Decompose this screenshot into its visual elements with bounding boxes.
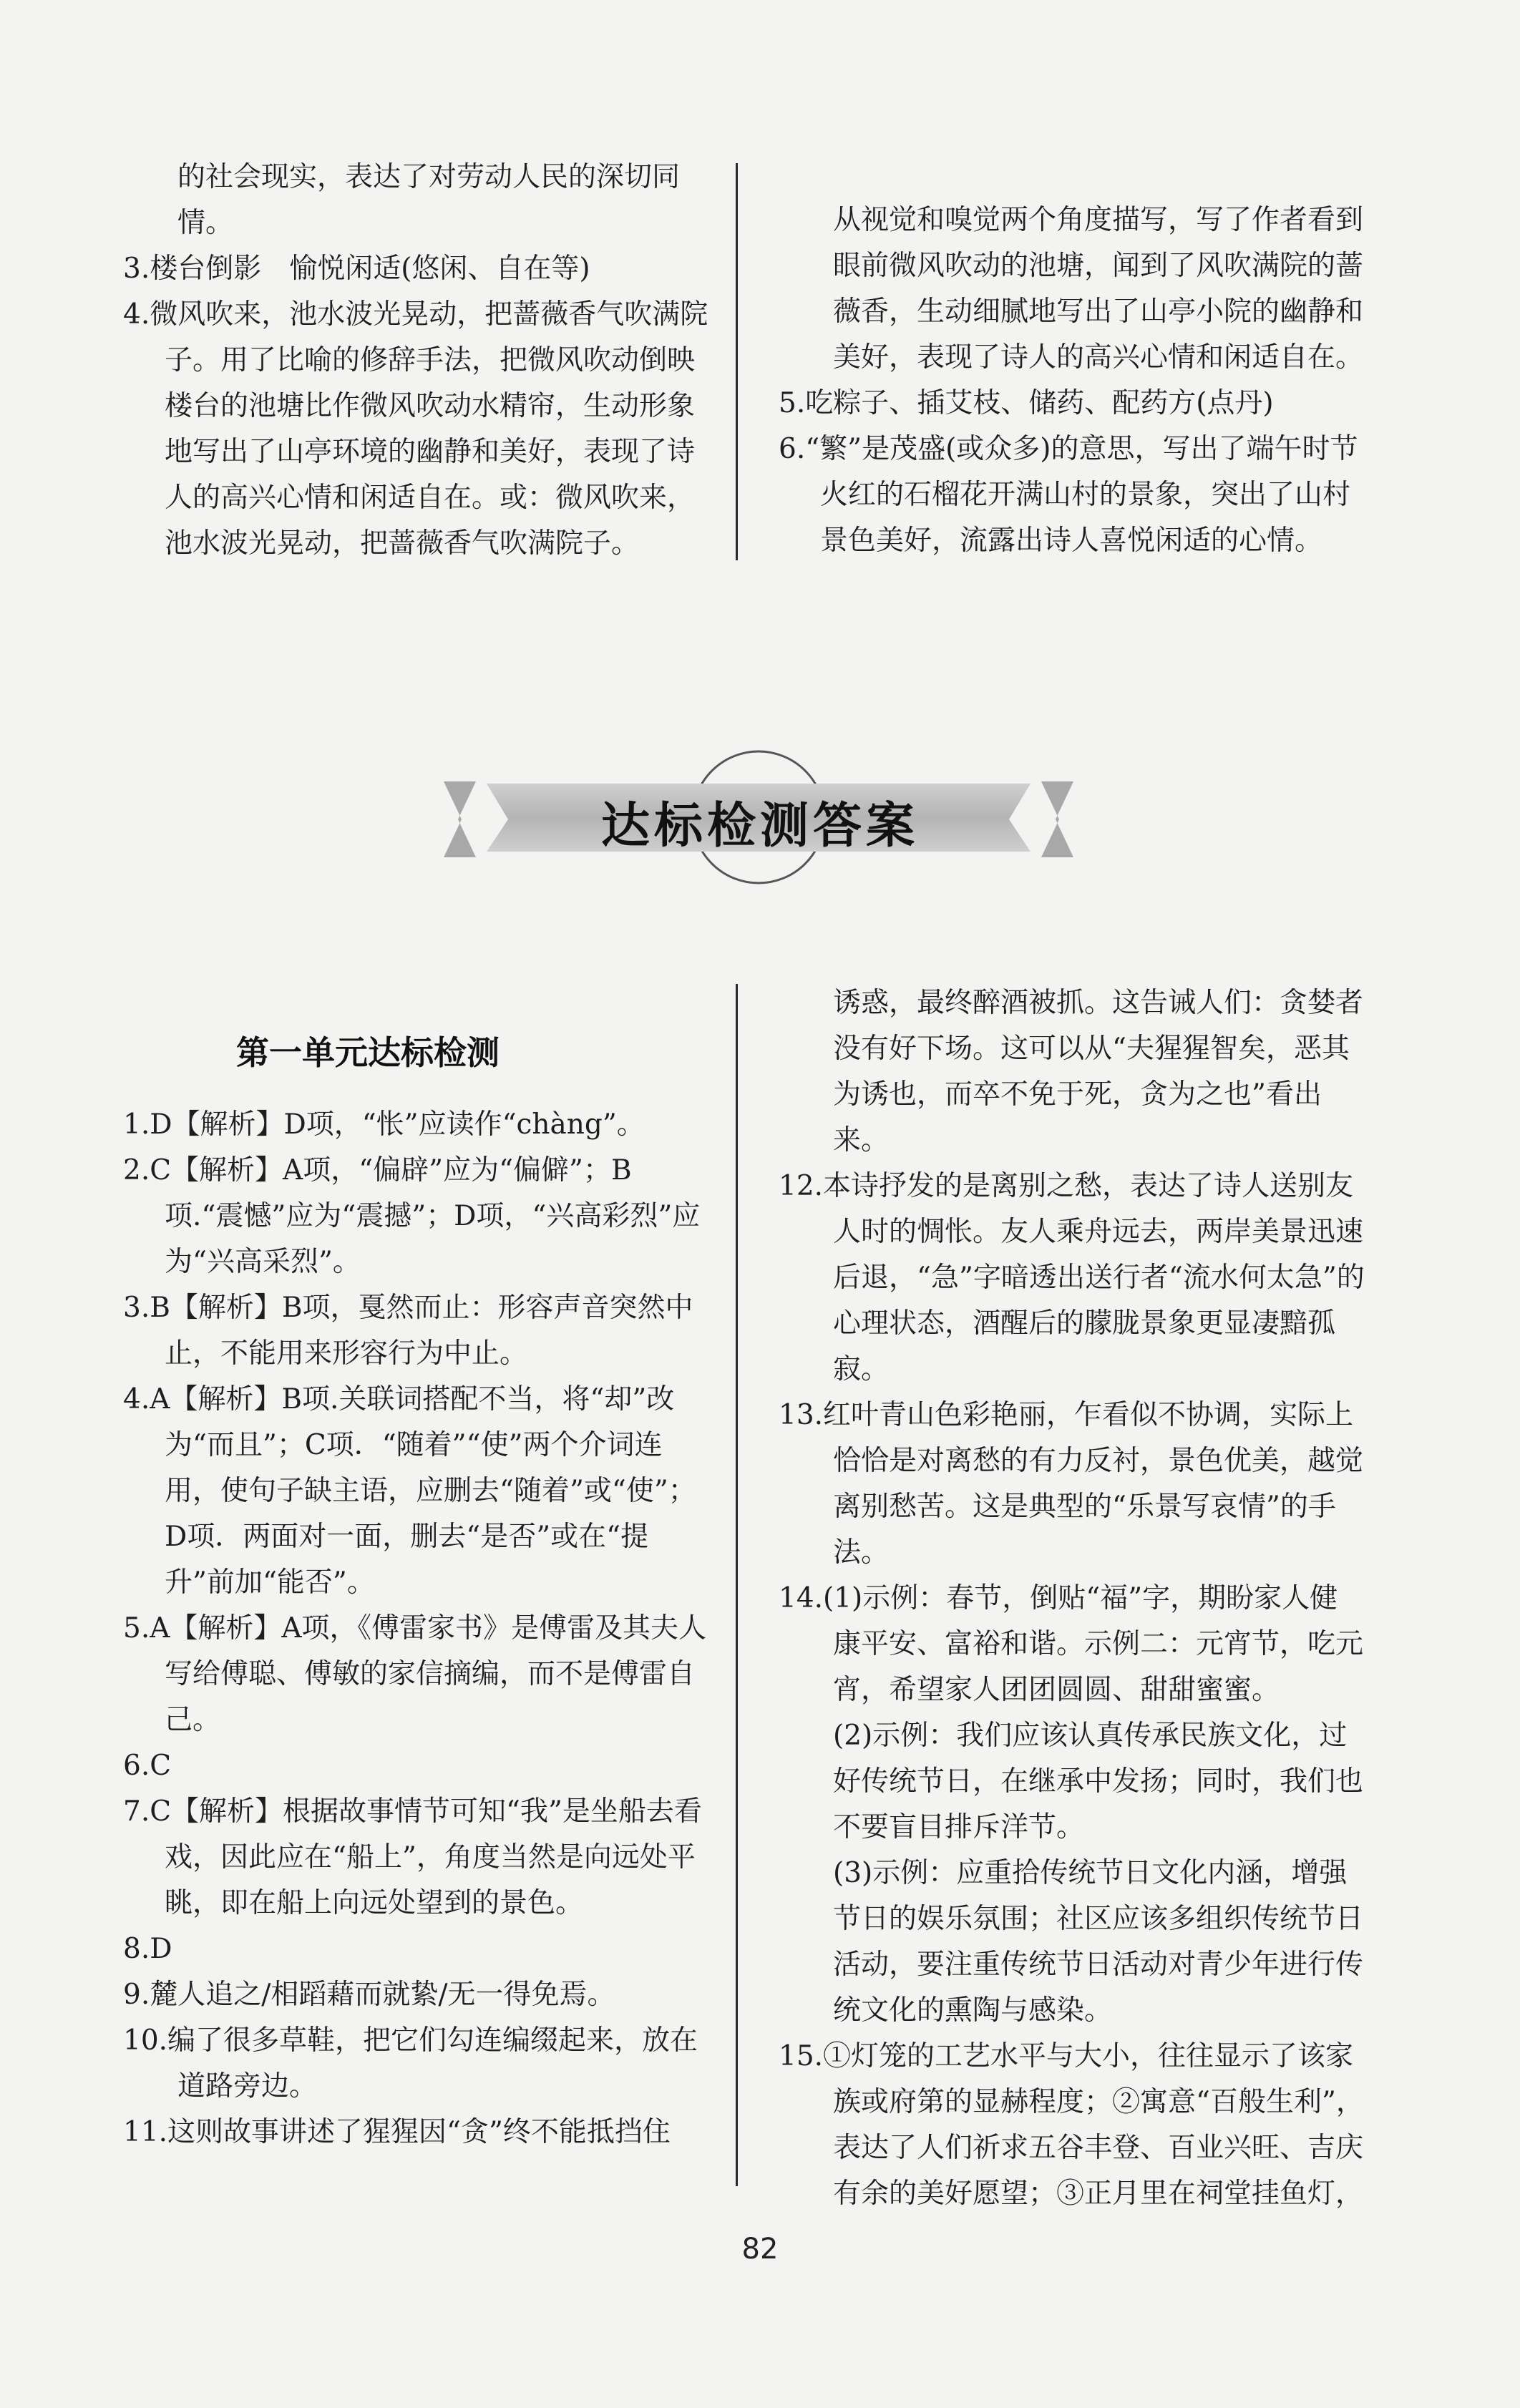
answer-paragraph: 4.A【解析】B项.关联词搭配不当，将“却”改为“而且”；C项．“随着”“使”两个介词连用，使句子缺主语，应删去“随着”或“使”；D项．两面对一面，删去“是否”或在“提升”前加“能否”。: [123, 1383, 696, 1599]
answer-paragraph: 2.C【解析】A项，“偏辟”应为“偏僻”；B项.“震憾”应为“震撼”；D项，“兴高彩烈”应为“兴高采烈”。: [123, 1154, 701, 1278]
answer-paragraph: 13.红叶青山色彩艳丽，乍看似不协调，实际上恰恰是对离愁的有力反衬，景色优美，越觉离别愁苦。这是典型的“乐景写哀情”的手法。: [779, 1399, 1364, 1569]
top-right-column: [779, 198, 1365, 564]
answer-paragraph: (2)示例：我们应该认真传承民族文化，过好传统节日，在继承中发扬；同时，我们也不要盲目排斥洋节。: [833, 1720, 1364, 1843]
answer-paragraph: 5.吃粽子、插艾枝、储药、配药方(点丹): [779, 387, 1274, 419]
answer-paragraph: 6.“繁”是茂盛(或众多)的意思，写出了端午时节火红的石榴花开满山村的景象，突出了山村景色美好，流露出诗人喜悦闲适的心情。: [779, 433, 1358, 557]
answer-paragraph: 3.楼台倒影 愉悦闲适(悠闲、自在等): [123, 253, 590, 285]
answer-paragraph: 8.D: [123, 1933, 172, 1965]
answer-paragraph: 5.A【解析】A项，《傅雷家书》是傅雷及其夫人写给傅聪、傅敏的家信摘编，而不是傅雷自己。: [123, 1612, 707, 1736]
answer-paragraph: 12.本诗抒发的是离别之愁，表达了诗人送别友人时的惆怅。友人乘舟远去，两岸美景迅速后退，“急”字暗透出送行者“流水何太急”的心理状态，酒醒后的朦胧景象更显凄黯孤寂。: [779, 1170, 1365, 1385]
answer-paragraph: 诱惑，最终醉酒被抓。这告诫人们：贪婪者没有好下场。这可以从“夫猩猩智矣，恶其为诱也，而卒不免于死，贪为之也”看出来。: [833, 987, 1364, 1156]
answer-paragraph: (3)示例：应重拾传统节日文化内涵，增强节日的娱乐氛围；社区应该多组织传统节日活动，要注重传统节日活动对青少年进行传统文化的熏陶与感染。: [833, 1857, 1364, 2027]
answer-paragraph: 10.编了很多草鞋，把它们勾连编缀起来，放在道路旁边。: [123, 2024, 698, 2102]
answer-paragraph: 的社会现实，表达了对劳动人民的深切同情。: [177, 161, 681, 239]
answer-paragraph: 3.B【解析】B项，戛然而止：形容声音突然中止，不能用来形容行为中止。: [123, 1292, 693, 1370]
answer-paragraph: 4.微风吹来，池水波光晃动，把蔷薇香气吹满院子。用了比喻的修辞手法，把微风吹动倒映楼台的池塘比作微风吹动水精帘，生动形象地写出了山亭环境的幽静和美好，表现了诗人的高兴心情和闲适自在。或：微风吹来，池水波光晃动，把蔷薇香气吹满院子。: [123, 298, 708, 560]
answer-paragraph: 6.C: [123, 1750, 172, 1782]
answer-paragraph: 14.(1)示例：春节，倒贴“福”字，期盼家人健康平安、富裕和谐。示例二：元宵节，吃元宵，希望家人团团圆圆、甜甜蜜蜜。: [779, 1582, 1364, 1706]
answer-paragraph: 从视觉和嗅觉两个角度描写，写了作者看到眼前微风吹动的池塘，闻到了风吹满院的蔷薇香，生动细腻地写出了山亭小院的幽静和美好，表现了诗人的高兴心情和闲适自在。: [833, 204, 1364, 374]
column-divider: [736, 984, 738, 2186]
bottom-left-column: [123, 1102, 710, 2155]
answer-paragraph: 11.这则故事讲述了猩猩因“贪”终不能抵挡住: [123, 2116, 671, 2148]
section-title: 第一单元达标检测: [236, 1033, 500, 1072]
banner-title: 达标检测答案: [600, 797, 919, 854]
answer-paragraph: 9.麓人追之/相蹈藉而就絷/无一得免焉。: [123, 1979, 615, 2011]
column-divider: [736, 163, 738, 560]
page-number: 82: [741, 2233, 779, 2266]
bottom-right-column: [779, 980, 1365, 2217]
answer-paragraph: 15.①灯笼的工艺水平与大小，往往显示了该家族或府第的显赫程度；②寓意“百般生利”，表达了人们祈求五谷丰登、百业兴旺、吉庆有余的美好愿望；③正月里在祠堂挂鱼灯，: [779, 2040, 1364, 2210]
answer-paragraph: 1.D【解析】D项，“怅”应读作“chàng”。: [123, 1108, 645, 1141]
answer-paragraph: 7.C【解析】根据故事情节可知“我”是坐船去看戏，因此应在“船上”，角度当然是向远处平眺，即在船上向远处望到的景色。: [123, 1795, 702, 1919]
top-left-column: [123, 155, 710, 567]
